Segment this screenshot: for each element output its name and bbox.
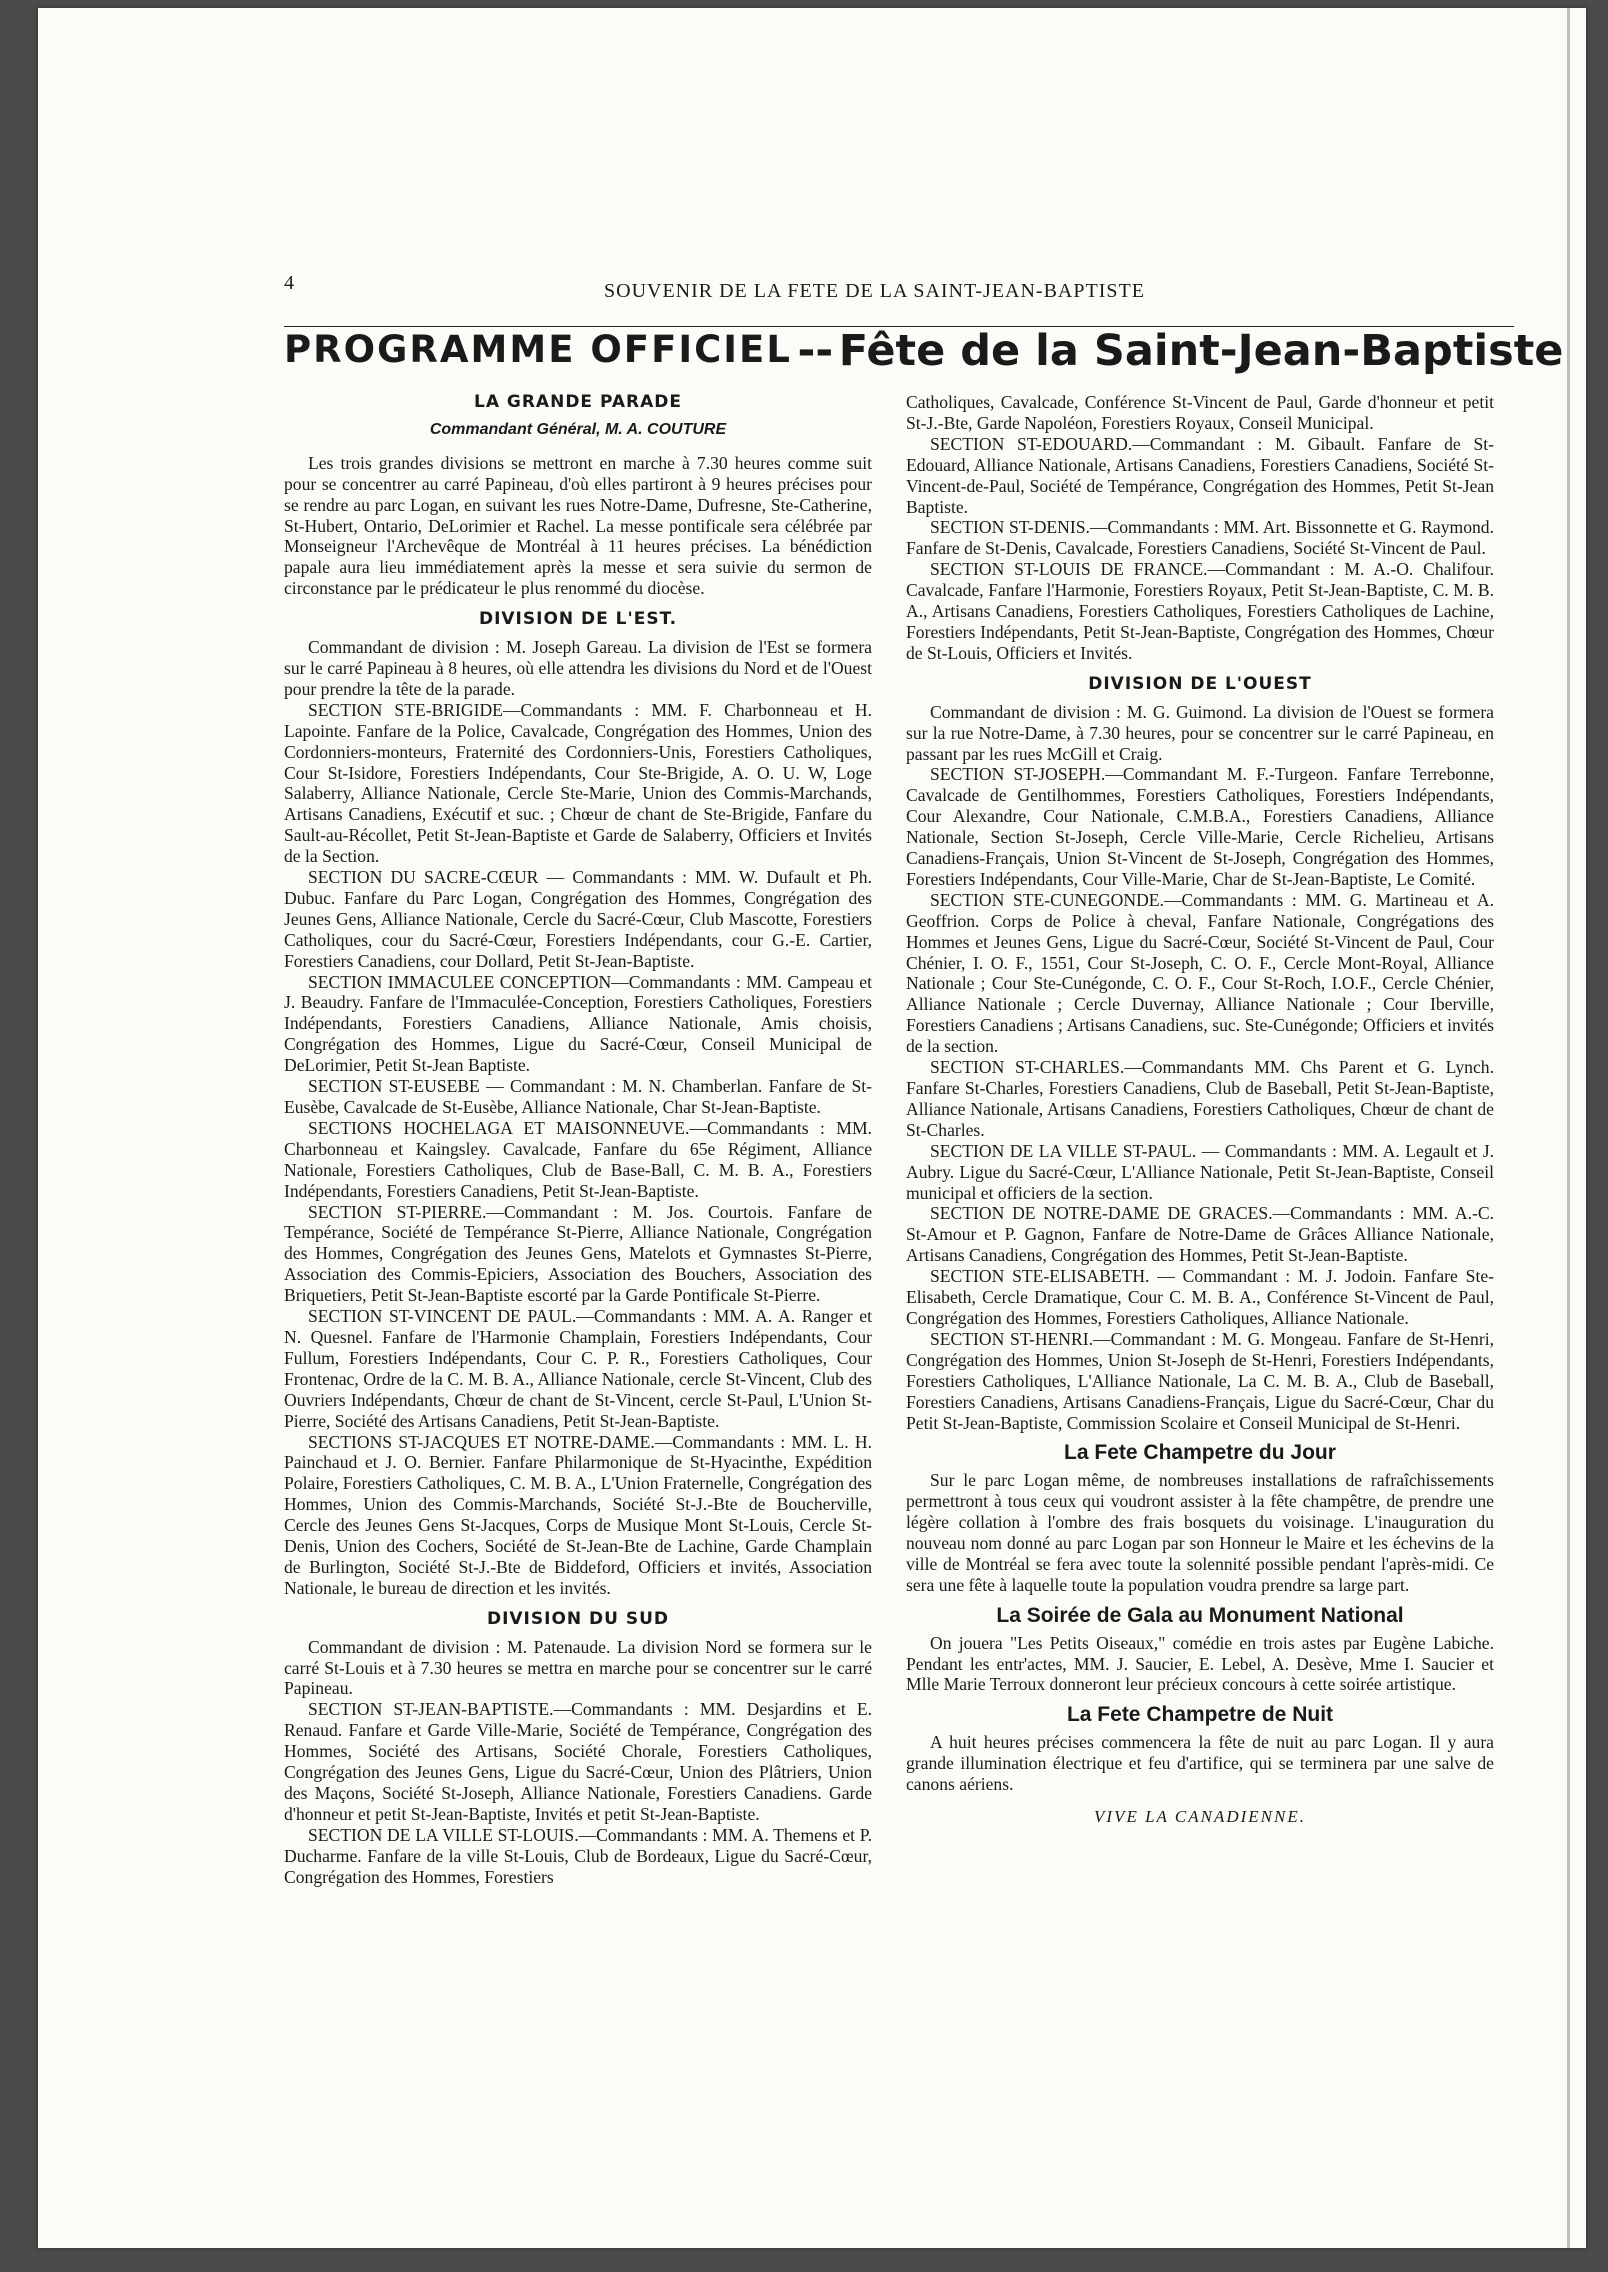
est-division-heading: DIVISION DE L'EST. <box>478 609 678 630</box>
page-edge <box>1567 8 1570 2248</box>
fete-jour-heading: La Fete Champetre du Jour <box>1064 1441 1336 1465</box>
fete-nuit-heading: La Fete Champetre de Nuit <box>1066 1703 1334 1727</box>
page-number: 4 <box>284 272 294 294</box>
section-paragraph: SECTION STE-ELISABETH. — Commandant : M. J. Jodoin. Fanfare Ste-Elisabeth, Cercle Dramatique, Cour C. M. B. A., Conférence St-Vincent de Paul, Congrégation des Hommes, Forestiers Catholiques, Alliance Nationale. <box>906 1266 1494 1328</box>
closing-line: VIVE LA CANADIENNE. <box>1094 1807 1306 1826</box>
section-paragraph: SECTION STE-CUNEGONDE.—Commandants : MM. G. Martineau et A. Geoffrion. Corps de Police à cheval, Fanfare Nationale, Congrégations des Hommes et Jeunes Gens, Ligue du Sacré-Cœur, Société St-Vincent de Paul, Cour Chénier, I. O. F., 1551, Cour St-Joseph, C. O. F., Cercle Mont-Royal, Alliance Nationale ; Cour Ste-Cunégonde, C. O. F., Cour St-Roch, I.O.F., Cercle Chénier, Alliance Nationale ; Cercle Duvernay, Alliance Nationale ; Cour Iberville, Forestiers Canadiens ; Artisans Canadiens, suc. Ste-Cunégonde; Officiers et invités de la section. <box>906 889 1494 1057</box>
page-title <box>284 326 1564 398</box>
section-paragraph: SECTIONS HOCHELAGA ET MAISONNEUVE.—Commandants : MM. Charbonneau et Kaingsley. Cavalcade, Fanfare du 65e Régiment, Alliance Nationale, Forestiers Catholiques, Club de Base-Ball, C. M. B. A., Forestiers Indépendants, Forestiers Canadiens, Petit St-Jean-Baptiste. <box>284 1117 872 1201</box>
section-paragraph: SECTION STE-BRIGIDE—Commandants : MM. F. Charbonneau et H. Lapointe. Fanfare de la Police, Cavalcade, Congrégation des Hommes, Union des Cordonniers-monteurs, Fraternité des Cordonniers-Unis, Forestiers Catholiques, Cour St-Isidore, Forestiers Indépendants, Cour Ste-Brigide, A. O. U. W, Loge Salaberry, Alliance Nationale, Cercle Ste-Marie, Union des Commis-Marchands, Artisans Canadiens, Exécutif et suc. ; Chœur de chant de Ste-Brigide, Fanfare du Sault-au-Récollet, Petit St-Jean-Baptiste et Garde de Salaberry, Officiers et Invités de la Section. <box>284 699 872 867</box>
soiree-heading: La Soirée de Gala au Monument National <box>996 1603 1404 1627</box>
sud-intro: Commandant de division : M. Patenaude. La division Nord se formera sur le carré St-Louis et à 7.30 heures se mettra en marche pour se concentrer sur le carré Papineau. <box>284 1636 872 1699</box>
est-intro: Commandant de division : M. Joseph Gareau. La division de l'Est se formera sur le carré Papineau à 8 heures, où elle attendra les divisions du Nord et de l'Ouest pour prendre la tête de la parade. <box>284 637 872 699</box>
running-title: SOUVENIR DE LA FETE DE LA SAINT-JEAN-BAPTISTE <box>604 280 1145 302</box>
title-right: Fête de la Saint-Jean-Baptiste <box>838 326 1564 376</box>
section-paragraph: SECTION ST-EUSEBE — Commandant : M. N. Chamberlan. Fanfare de St-Eusèbe, Cavalcade de St-Eusèbe, Alliance Nationale, Char St-Jean-Baptiste. <box>284 1076 872 1117</box>
section-paragraph: SECTION DE NOTRE-DAME DE GRACES.—Commandants : MM. A.-C. St-Amour et P. Gagnon, Fanfare de Notre-Dame de Grâces Alliance Nationale, Artisans Canadiens, Congrégation des Hommes, Petit St-Jean-Baptiste. <box>906 1203 1494 1266</box>
section-paragraph: SECTION DE LA VILLE ST-PAUL. — Commandants : MM. A. Legault et J. Aubry. Ligue du Sacré-Cœur, L'Alliance Nationale, Petit St-Jean-Baptiste, Conseil municipal et officiers de la section. <box>906 1140 1494 1203</box>
section-paragraph: SECTION ST-JOSEPH.—Commandant M. F.-Turgeon. Fanfare Terrebonne, Cavalcade de Gentilhommes, Forestiers Catholiques, Forestiers Indépendants, Cour Alexandre, Cour Nationale, C.M.B.A., Forestiers Canadiens, Alliance Nationale, Section St-Joseph, Cercle Ville-Marie, Cercle Richelieu, Artisans Canadiens-Français, Union St-Vincent de St-Joseph, Congrégation des Hommes, Forestiers Indépendants, Cour Ville-Marie, Char de St-Jean-Baptiste, Le Comité. <box>906 764 1494 889</box>
continuation-paragraph: Catholiques, Cavalcade, Conférence St-Vincent de Paul, Garde d'honneur et petit St-J.-Bte, Garde Napoléon, Forestiers Royaux, Conseil Municipal. <box>906 392 1494 433</box>
title-separator: -- <box>797 326 834 376</box>
title-left: PROGRAMME OFFICIEL <box>284 328 792 371</box>
commander-line: Commandant Général, M. A. COUTURE <box>429 420 727 438</box>
fete-nuit-text: A huit heures précises commencera la fête de nuit au parc Logan. Il y aura grande illumination électrique et feu d'artifice, qui se terminera par une salve de canons aériens. <box>906 1732 1494 1795</box>
section-paragraph: SECTION ST-EDOUARD.—Commandant : M. Gibault. Fanfare de St-Edouard, Alliance Nationale, Artisans Canadiens, Forestiers Canadiens, Société St-Vincent-de-Paul, Société de Tempérance, Congrégation des Hommes, Petit St-Jean Baptiste. <box>906 433 1494 517</box>
ouest-intro: Commandant de division : M. G. Guimond. La division de l'Ouest se formera sur la rue Notre-Dame, à 7.30 heures, pour se concentrer sur le carré Papineau, en passant par les rues McGill et Craig. <box>906 701 1494 764</box>
fete-jour-text: Sur le parc Logan même, de nombreuses installations de rafraîchissements permettront à tous ceux qui voudront assister à la fête champêtre, de prendre une légère collation à l'ombre des frais bosquets du voisinage. L'inauguration du nouveau nom donné au parc Logan par son Honneur le Maire et les échevins de la ville de Montréal se fera avec toute la solennité possible pendant l'après-midi. Ce sera une fête à laquelle toute la population voudra prendre sa large part. <box>906 1470 1494 1595</box>
parade-heading: LA GRANDE PARADE <box>473 392 682 412</box>
scanned-page <box>38 8 1586 2248</box>
section-paragraph: SECTION ST-HENRI.—Commandant : M. G. Mongeau. Fanfare de St-Henri, Congrégation des Hommes, Union St-Joseph de St-Henri, Forestiers Indépendants, Forestiers Catholiques, L'Alliance Nationale, La C. M. B. A., Club de Baseball, Forestiers Canadiens, Artisans Canadiens-Français, Ligue du Sacré-Cœur, Char du Petit St-Jean-Baptiste, Commission Scolaire et Conseil Municipal de St-Henri. <box>906 1328 1494 1433</box>
section-paragraph: SECTION ST-LOUIS DE FRANCE.—Commandant : M. A.-O. Chalifour. Cavalcade, Fanfare l'Harmonie, Forestiers Royaux, Petit St-Jean-Baptiste, C. M. B. A., Artisans Canadiens, Forestiers Catholiques, Forestiers Catholiques de Lachine, Forestiers Indépendants, Petit St-Jean-Baptiste, Congrégation des Hommes, Chœur de St-Louis, Officiers et Invités. <box>906 559 1494 663</box>
left-column <box>284 392 872 1888</box>
right-column <box>906 392 1494 1828</box>
section-paragraph: SECTION IMMACULEE CONCEPTION—Commandants : MM. Campeau et J. Beaudry. Fanfare de l'Immaculée-Conception, Forestiers Catholiques, Forestiers Indépendants, Forestiers Canadiens, Alliance Nationale, Amis choisis, Congrégation des Hommes, Ligue du Sacré-Cœur, Conseil Municipal de DeLorimier, Petit St-Jean Baptiste. <box>284 971 872 1076</box>
section-paragraph: SECTION ST-CHARLES.—Commandants MM. Chs Parent et G. Lynch. Fanfare St-Charles, Forestiers Canadiens, Club de Baseball, Petit St-Jean-Baptiste, Alliance Nationale, Artisans Canadiens, Forestiers Catholiques, Chœur de chant de St-Charles. <box>906 1057 1494 1140</box>
section-paragraph: SECTION ST-PIERRE.—Commandant : M. Jos. Courtois. Fanfare de Tempérance, Société de Tempérance St-Pierre, Alliance Nationale, Congrégation des Hommes, Congrégation des Jeunes Gens, Matelots et Gymnastes St-Pierre, Association des Commis-Epiciers, Association des Bouchers, Association des Briquetiers, Petit St-Jean-Baptiste escorté par la Garde Pontificale St-Pierre. <box>284 1201 872 1306</box>
section-paragraph: SECTION ST-DENIS.—Commandants : MM. Art. Bissonnette et G. Raymond. Fanfare de St-Denis, Cavalcade, Forestiers Canadiens, Société St-Vincent de Paul. <box>906 517 1494 559</box>
soiree-text: On jouera "Les Petits Oiseaux," comédie en trois astes par Eugène Labiche. Pendant les entr'actes, MM. J. Saucier, E. Lebel, A. Desève, Mme I. Saucier et Mlle Marie Terroux donneront leur précieux concours à cette soirée artistique. <box>906 1632 1494 1695</box>
running-header <box>284 270 1514 327</box>
section-paragraph: SECTION ST-JEAN-BAPTISTE.—Commandants : MM. Desjardins et E. Renaud. Fanfare et Garde Ville-Marie, Société de Tempérance, Congrégation des Hommes, Société des Artisans, Société Chorale, Forestiers Catholiques, Congrégation des Jeunes Gens, Ligue du Sacré-Cœur, Union des Plâtriers, Union des Maçons, Société St-Joseph, Alliance Nationale, Forestiers Canadiens. Garde d'honneur et petit St-Jean-Baptiste, Invités et petit St-Jean-Baptiste. <box>284 1699 872 1824</box>
ouest-division-heading: DIVISION DE L'OUEST <box>1088 673 1312 694</box>
section-paragraph: SECTIONS ST-JACQUES ET NOTRE-DAME.—Commandants : MM. L. H. Painchaud et J. O. Bernier. Fanfare Philarmonique de St-Hyacinthe, Expédition Polaire, Forestiers Catholiques, C. M. B. A., L'Union Fraternelle, Congrégation des Hommes, Union des Commis-Marchands, Société St-J.-Bte de Boucherville, Cercle des Jeunes Gens St-Jacques, Corps de Musique Mont St-Louis, Cercle St-Denis, Union des Cochers, Société de St-Jean-Bte de Lachine, Garde Champlain de Burlington, Société St-J.-Bte de Biddeford, Officiers et invités, Association Nationale, le bureau de direction et les invités. <box>284 1431 872 1598</box>
parade-intro: Les trois grandes divisions se mettront en marche à 7.30 heures comme suit pour se concentrer au carré Papineau, d'où elles partiront à 9 heures précises pour se rendre au parc Logan, en suivant les rues Notre-Dame, Dufresne, Ste-Catherine, St-Hubert, Ontario, DeLorimier et Rachel. La messe pontificale sera célébrée par Monseigneur l'Archevêque de Montréal à 11 heures précises. La bénédiction papale aura lieu immédiatement après la messe et sera suivie du sermon de circonstance par le prédicateur le plus renommé du diocèse. <box>284 452 872 599</box>
sud-division-heading: DIVISION DU SUD <box>486 1608 670 1629</box>
section-paragraph: SECTION DU SACRE-CŒUR — Commandants : MM. W. Dufault et Ph. Dubuc. Fanfare du Parc Logan, Congrégation des Hommes, Congrégation des Jeunes Gens, Alliance Nationale, Cercle du Sacré-Cœur, Club Mascotte, Forestiers Catholiques, cour du Sacré-Cœur, Forestiers Indépendants, cour G.-E. Cartier, Forestiers Canadiens, cour Dollard, Petit St-Jean-Baptiste. <box>284 867 872 971</box>
section-paragraph: SECTION DE LA VILLE ST-LOUIS.—Commandants : MM. A. Themens et P. Ducharme. Fanfare de la ville St-Louis, Club de Bordeaux, Ligue du Sacré-Cœur, Congrégation des Hommes, Forestiers <box>284 1824 872 1887</box>
section-paragraph: SECTION ST-VINCENT DE PAUL.—Commandants : MM. A. A. Ranger et N. Quesnel. Fanfare de l'Harmonie Champlain, Forestiers Indépendants, Cour Fullum, Forestiers Indépendants, Cour C. P. R., Forestiers Catholiques, Cour Frontenac, Ordre de la C. M. B. A., Alliance Nationale, cercle St-Vincent, Club des Ouvriers Indépendants, Chœur de chant de St-Vincent, cercle St-Paul, L'Union St-Pierre, Société des Artisans Canadiens, Petit St-Jean-Baptiste. <box>284 1306 872 1431</box>
